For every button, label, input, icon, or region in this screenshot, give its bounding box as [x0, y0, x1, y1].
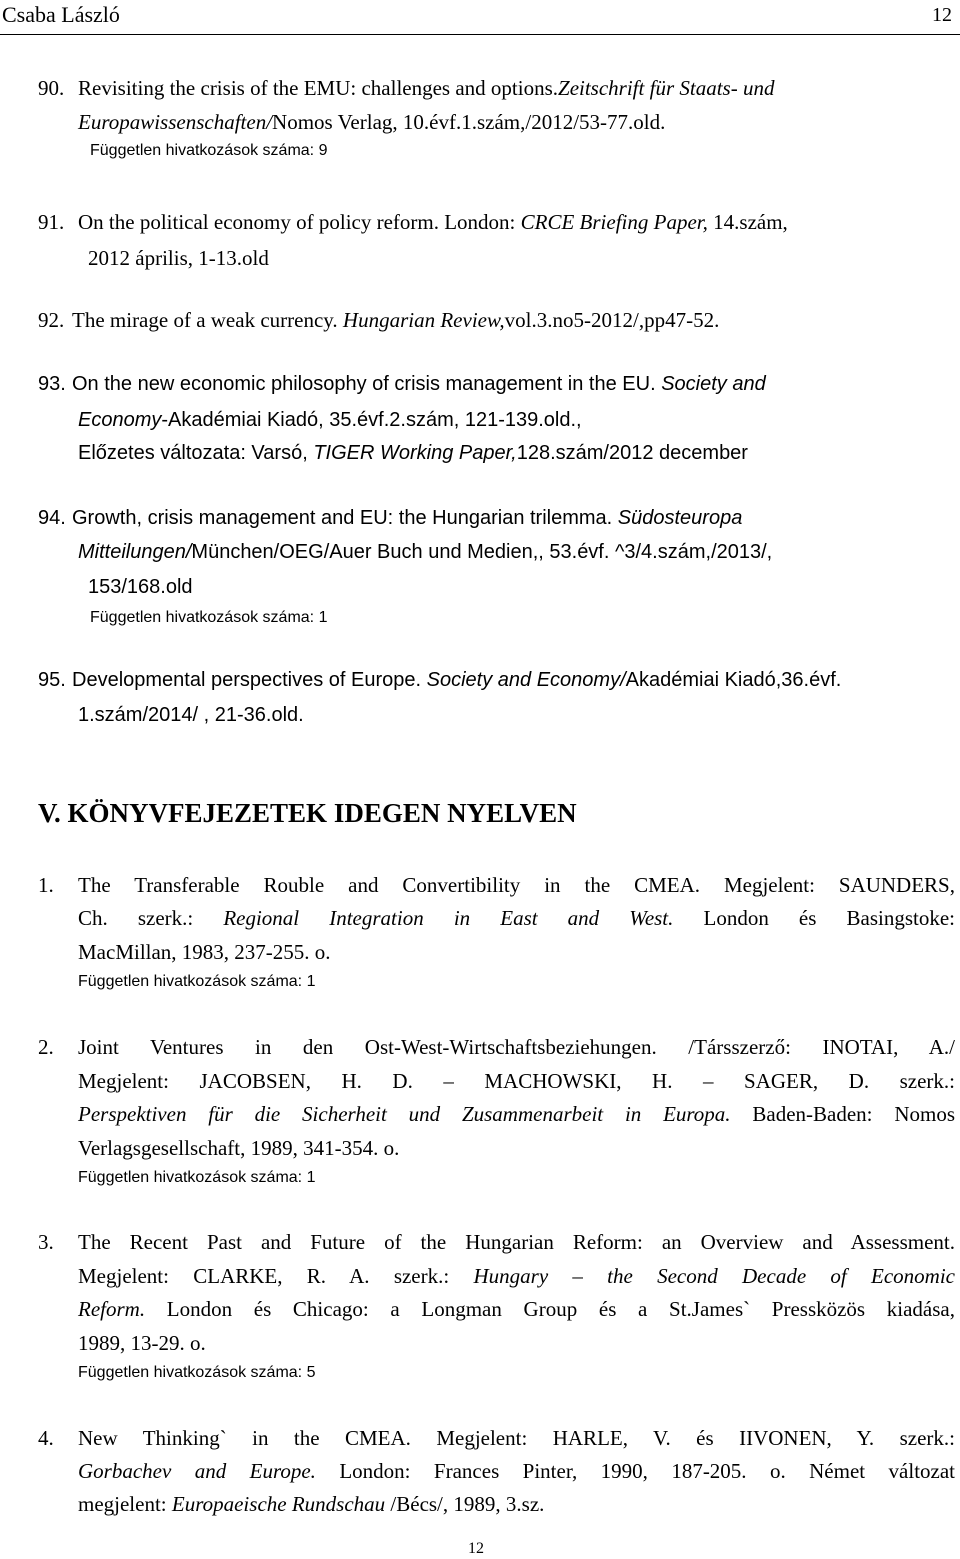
chapter-line: New Thinking` in the CMEA. Megjelent: HARLE, V. és IIVONEN, Y. szerk.: [78, 1426, 955, 1450]
publication-line: 1.szám/2014/ , 21-36.old. [78, 704, 304, 726]
italic-title: Mitteilungen/ [78, 541, 192, 563]
publication-line: Growth, crisis management and EU: the Hungarian trilemma. Südosteuropa [72, 507, 743, 529]
chapter-number: 4. [38, 1426, 54, 1450]
italic-title: Hungarian Review, [342, 308, 505, 332]
chapter-line: Független hivatkozások száma: 5 [78, 1364, 316, 1381]
publication-number: 91. [38, 210, 65, 234]
publication-number: 95. [38, 669, 66, 691]
running-header-author: Csaba László [2, 2, 120, 27]
chapter-line: Ch. szerk.: Regional Integration in East and West. London és Basingstoke: [78, 906, 955, 930]
publication-number: 92. [38, 308, 65, 332]
italic-title: TIGER Working Paper, [313, 442, 517, 464]
running-header-page-number: 12 [932, 4, 952, 26]
chapter-line: The Transferable Rouble and Convertibility in the CMEA. Megjelent: SAUNDERS, [78, 873, 955, 897]
publication-line: Economy-Akadémiai Kiadó, 35.évf.2.szám, 121-139.old., [78, 409, 582, 431]
publication-line: On the new economic philosophy of crisis management in the EU. Society and [72, 373, 766, 395]
chapter-line: Gorbachev and Europe. London: Frances Pinter, 1990, 187-205. o. Német változat [78, 1459, 956, 1483]
publication-line: Független hivatkozások száma: 9 [90, 142, 328, 159]
italic-title: Europaeische Rundschau [171, 1492, 386, 1516]
publication-line: 2012 április, 1-13.old [88, 246, 269, 270]
italic-title: Perspektiven für die Sicherheit und Zusammenarbeit in Europa. [78, 1102, 731, 1126]
publication-line: 153/168.old [88, 576, 193, 598]
italic-title: Europawissenschaften/ [78, 110, 273, 134]
italic-title: CRCE Briefing Paper, [520, 210, 708, 234]
publication-line: Független hivatkozások száma: 1 [90, 609, 328, 626]
chapter-line: Perspektiven für die Sicherheit und Zusammenarbeit in Europa. Baden-Baden: Nomos [78, 1102, 955, 1126]
italic-title: Zeitschrift für Staats- und [558, 76, 775, 100]
chapter-line: Reform. London és Chicago: a Longman Group és a St.James` Pressközös kiadása, [78, 1297, 955, 1321]
publication-line: The mirage of a weak currency. Hungarian Review,vol.3.no5-2012/,pp47-52. [72, 308, 720, 332]
footer-page-number: 12 [468, 1540, 484, 1557]
chapter-line: MacMillan, 1983, 237-255. o. [78, 940, 331, 964]
italic-title: Society and Economy/ [426, 669, 626, 691]
chapter-line: The Recent Past and Future of the Hungarian Reform: an Overview and Assessment. [78, 1230, 955, 1254]
chapter-line: Független hivatkozások száma: 1 [78, 973, 316, 990]
chapter-line: 1989, 13-29. o. [78, 1331, 206, 1355]
italic-title: Reform. [78, 1297, 146, 1321]
chapter-line: Független hivatkozások száma: 1 [78, 1169, 316, 1186]
chapter-line: Megjelent: CLARKE, R. A. szerk.: Hungary – the Second Decade of Economic [78, 1264, 955, 1288]
italic-title: Hungary – the Second Decade of Economic [473, 1264, 955, 1288]
publication-line: On the political economy of policy reform. London: CRCE Briefing Paper, 14.szám, [78, 210, 788, 234]
chapter-line: megjelent: Europaeische Rundschau /Bécs/, 1989, 3.sz. [78, 1492, 545, 1516]
italic-title: Südosteuropa [617, 507, 743, 529]
publication-number: 93. [38, 373, 66, 395]
publication-line: Előzetes változata: Varsó, TIGER Working Paper,128.szám/2012 december [78, 442, 748, 464]
section-heading: V. KÖNYVFEJEZETEK IDEGEN NYELVEN [38, 798, 577, 828]
chapter-line: Megjelent: JACOBSEN, H. D. – MACHOWSKI, H. – SAGER, D. szerk.: [78, 1069, 955, 1093]
italic-title: Gorbachev and Europe. [78, 1459, 316, 1483]
publication-number: 94. [38, 507, 66, 529]
publication-line: Europawissenschaften/Nomos Verlag, 10.évf.1.szám,/2012/53-77.old. [78, 110, 666, 134]
publication-line: Revisiting the crisis of the EMU: challenges and options.Zeitschrift für Staats- und [78, 76, 775, 100]
chapter-line: Verlagsgesellschaft, 1989, 341-354. o. [78, 1136, 400, 1160]
chapter-line: Joint Ventures in den Ost-West-Wirtschaftsbeziehungen. /Társszerző: INOTAI, A./ [78, 1035, 955, 1059]
publication-number: 90. [38, 76, 65, 100]
italic-title: Economy [78, 409, 162, 431]
chapter-number: 3. [38, 1230, 54, 1254]
publication-line: Developmental perspectives of Europe. Society and Economy/Akadémiai Kiadó,36.évf. [72, 669, 842, 691]
publication-line: Mitteilungen/München/OEG/Auer Buch und Medien,, 53.évf. ^3/4.szám,/2013/, [78, 541, 773, 563]
chapter-number: 1. [38, 873, 54, 897]
italic-title: Society and [661, 373, 766, 395]
italic-title: Regional Integration in East and West. [223, 906, 674, 930]
header-divider [0, 34, 960, 35]
chapter-number: 2. [38, 1035, 54, 1059]
